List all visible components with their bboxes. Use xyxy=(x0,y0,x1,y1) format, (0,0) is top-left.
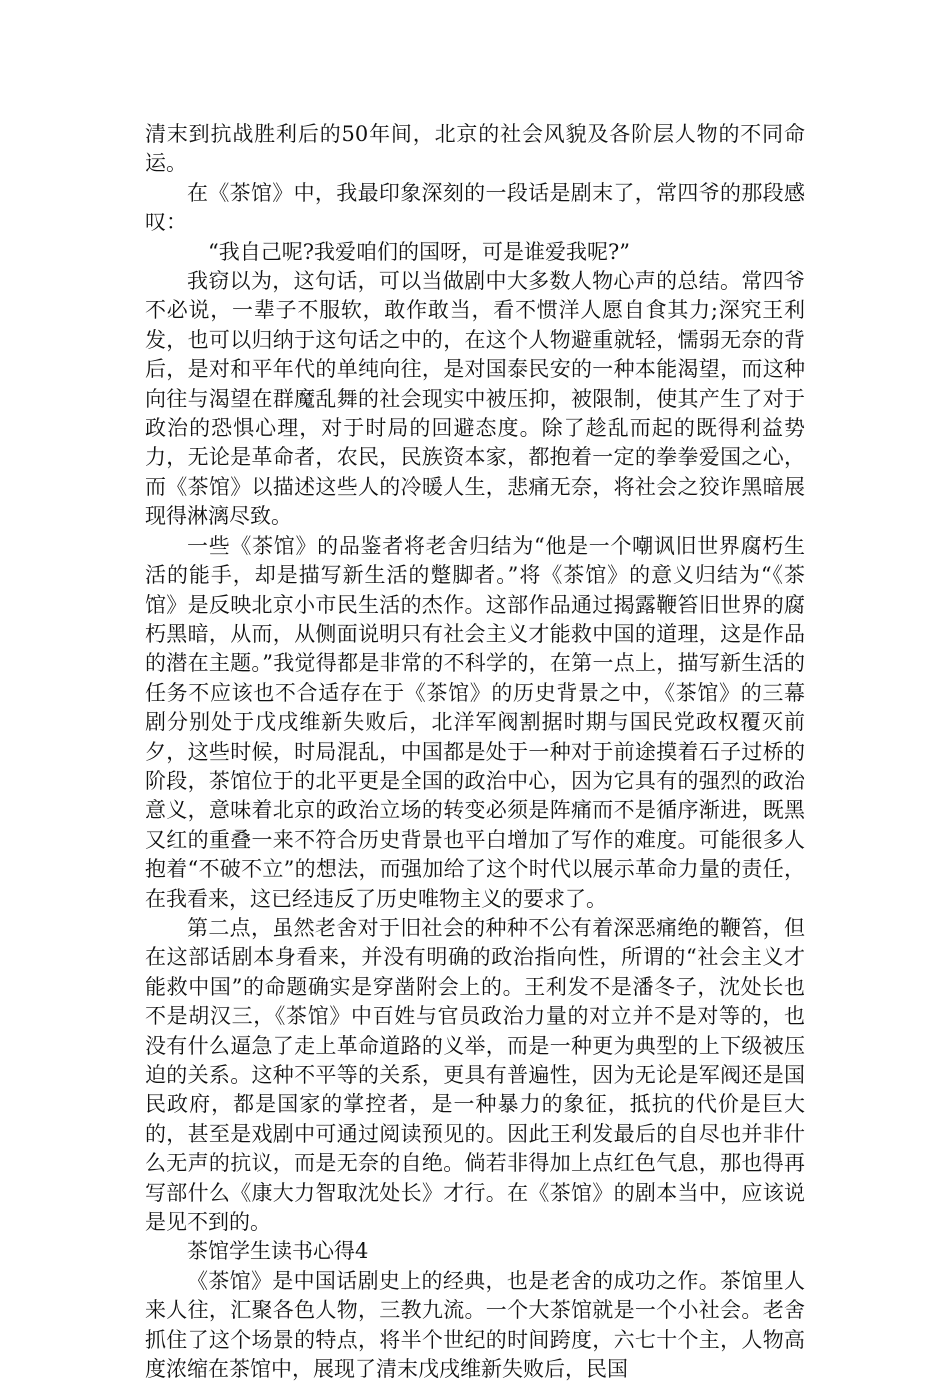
paragraph-quote: “我自己呢?我爱咱们的国呀，可是谁爱我呢?” xyxy=(208,239,630,264)
paragraph-critics: 一些《茶馆》的品鉴者将老舍归结为“他是一个嘲讽旧世界腐朽生活的能手，却是描写新生活的蹩脚者。”将《茶馆》的意义归结为“《茶馆》是反映北京小市民生活的杰作。这部作品通过揭露鞭笞旧世界的腐朽黑暗，从而，从侧面说明只有社会主义才能救中国的道理，这是作品的潜在主题。”我觉得都是非常的不科学的，在第一点上，描写新生活的任务不应该也不合适存在于《茶馆》的历史背景之中，《茶馆》的三幕剧分别处于戊戌维新失败后，北洋军阀割据时期与国民党政权覆灭前夕，这些时候，时局混乱，中国都是处于一种对于前途摸着石子过桥的阶段，茶馆位于的北平更是全国的政治中心，因为它具有的强烈的政治意义，意味着北京的政治立场的转变必须是阵痛而不是循序渐进，既黑又红的重叠一来不符合历史背景也平白增加了写作的难度。可能很多人抱着“不破不立”的想法，而强加给了这个时代以展示革命力量的责任，在我看来，这已经违反了历史唯物主义的要求了。 xyxy=(145,533,805,911)
paragraph-second-point: 第二点，虽然老舍对于旧社会的种种不公有着深恶痛绝的鞭笞，但在这部话剧本身看来，并没有明确的政治指向性，所谓的“社会主义才能救中国”的命题确实是穿凿附会上的。王利发不是潘冬子，沈处长也不是胡汉三，《茶馆》中百姓与官员政治力量的对立并不是对等的，也没有什么逼急了走上革命道路的义举，而是一种更为典型的上下级被压迫的关系。这种不平等的关系，更具有普遍性，因为无论是军阀还是国民政府，都是国家的掌控者，是一种暴力的象征，抵抗的代价是巨大的，甚至是戏剧中可通过阅读预见的。因此王利发最后的自尽也并非什么无声的抗议，而是无奈的自绝。倘若非得加上点红色气息，那也得再写部什么《康大力智取沈处长》才行。在《茶馆》的剧本当中，应该说是见不到的。 xyxy=(145,915,805,1235)
document-page xyxy=(145,120,805,1384)
paragraph-favorite-quote-intro: 在《茶馆》中，我最印象深刻的一段话是剧末了，常四爷的那段感叹： xyxy=(145,180,805,235)
paragraph-analysis: 我窃以为，这句话，可以当做剧中大多数人物心声的总结。常四爷不必说，一辈子不服软，敢作敢当，看不惯洋人愿自食其力;深究王利发，也可以归纳于这句话之中的，在这个人物避重就轻，懦弱无奈的背后，是对和平年代的单纯向往，是对国泰民安的一种本能渴望，而这种向往与渴望在群魔乱舞的社会现实中被压抑，被限制，使其产生了对于政治的恐惧心理，对于时局的回避态度。除了趁乱而起的既得利益势力，无论是革命者，农民，民族资本家，都抱着一定的拳拳爱国之心，而《茶馆》以描述这些人的冷暖人生，悲痛无奈，将社会之狡诈黑暗展现得淋漓尽致。 xyxy=(145,269,805,529)
paragraph-section-4-body: 《茶馆》是中国话剧史上的经典，也是老舍的成功之作。茶馆里人来人往，汇聚各色人物，三教九流。一个大茶馆就是一个小社会。老舍抓住了这个场景的特点，将半个世纪的时间跨度，六七十个主，人物高度浓缩在茶馆中，展现了清末戊戌维新失败后，民国 xyxy=(145,1268,805,1382)
paragraph-intro-continuation: 清末到抗战胜利后的50年间，北京的社会风貌及各阶层人物的不同命运。 xyxy=(145,122,805,176)
section-heading: 茶馆学生读书心得4 xyxy=(187,1239,369,1264)
